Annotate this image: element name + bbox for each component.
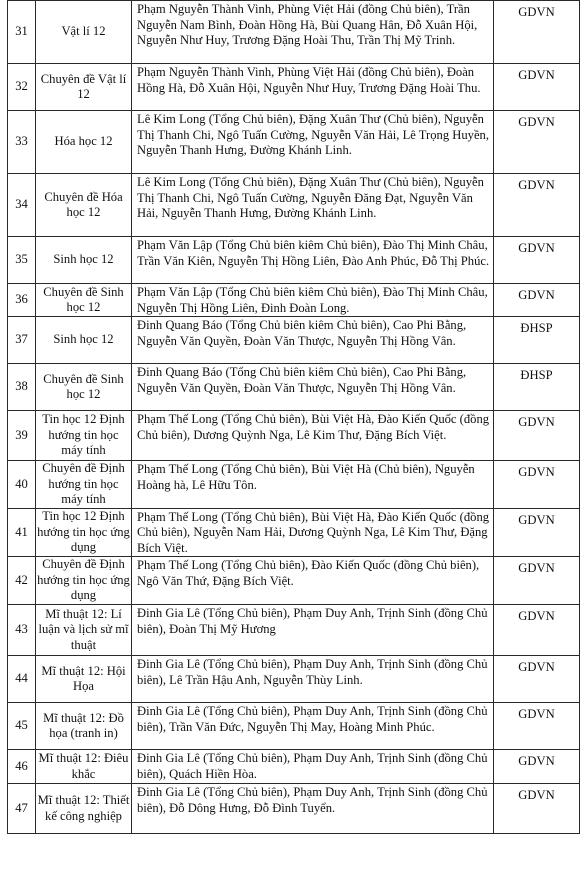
authors-cell: Phạm Thế Long (Tổng Chủ biên), Bùi Việt Hà, Đào Kiến Quốc (đồng Chủ biên), Nguyễn Nam Hải, Dương Quỳnh Nga, Lê Kim Thư, Đặng Bích Việt. bbox=[132, 508, 494, 557]
authors-cell: Phạm Nguyễn Thành Vinh, Phùng Việt Hải (đồng Chủ biên), Đoàn Hồng Hà, Đỗ Xuân Hội, Nguyễn Như Huy, Trương Đặng Hoài Thu. bbox=[132, 64, 494, 111]
subject-cell: Mĩ thuật 12: Lí luận và lịch sử mĩ thuật bbox=[36, 605, 132, 656]
authors-cell: Đinh Quang Báo (Tổng Chủ biên kiêm Chủ biên), Cao Phi Bằng, Nguyễn Văn Quyền, Đoàn Văn Thược, Nguyễn Thị Hồng Vân. bbox=[132, 364, 494, 411]
authors-cell: Đinh Gia Lê (Tổng Chủ biên), Phạm Duy Anh, Trịnh Sinh (đồng Chủ biên), Lê Trần Hậu Anh, Nguyễn Thùy Linh. bbox=[132, 656, 494, 703]
table-row bbox=[8, 605, 580, 656]
publisher-cell: GDVN bbox=[494, 557, 580, 605]
authors-cell: Đinh Gia Lê (Tổng Chủ biên), Phạm Duy Anh, Trịnh Sinh (đồng Chủ biên), Quách Hiền Hòa. bbox=[132, 750, 494, 784]
row-number: 41 bbox=[8, 508, 36, 557]
subject-cell: Mĩ thuật 12: Hội Họa bbox=[36, 656, 132, 703]
row-number: 44 bbox=[8, 656, 36, 703]
table-row bbox=[8, 656, 580, 703]
table-row bbox=[8, 317, 580, 364]
authors-cell: Phạm Nguyễn Thành Vinh, Phùng Việt Hải (đồng Chủ biên), Trần Nguyễn Nam Bình, Đoàn Hồng Hà, Bùi Quang Hân, Đỗ Xuân Hội, Nguyễn Như Huy, Trương Đặng Hoài Thu, Trần Thị Mỹ Trinh. bbox=[132, 1, 494, 64]
subject-cell: Chuyên đề Vật lí 12 bbox=[36, 64, 132, 111]
table-row bbox=[8, 750, 580, 784]
subject-cell: Chuyên đề Sinh học 12 bbox=[36, 364, 132, 411]
subject-cell: Chuyên đề Định hướng tin học ứng dụng bbox=[36, 557, 132, 605]
authors-cell: Lê Kim Long (Tổng Chủ biên), Đặng Xuân Thư (Chủ biên), Nguyễn Thị Thanh Chi, Ngô Tuấn Cường, Nguyễn Văn Hải, Lê Trọng Huyền, Nguyễn Thanh Hưng, Đường Khánh Linh. bbox=[132, 111, 494, 174]
publisher-cell: GDVN bbox=[494, 174, 580, 237]
subject-cell: Hóa học 12 bbox=[36, 111, 132, 174]
authors-cell: Đinh Gia Lê (Tổng Chủ biên), Phạm Duy Anh, Trịnh Sinh (đồng Chủ biên), Đoàn Thị Mỹ Hương bbox=[132, 605, 494, 656]
table-row bbox=[8, 784, 580, 834]
table-row bbox=[8, 557, 580, 605]
row-number: 36 bbox=[8, 284, 36, 317]
publisher-cell: GDVN bbox=[494, 656, 580, 703]
publisher-cell: GDVN bbox=[494, 508, 580, 557]
table-row bbox=[8, 461, 580, 509]
subject-cell: Sinh học 12 bbox=[36, 237, 132, 284]
row-number: 31 bbox=[8, 1, 36, 64]
authors-cell: Phạm Thế Long (Tổng Chủ biên), Đào Kiến Quốc (đồng Chủ biên), Ngô Văn Thứ, Đặng Bích Việt. bbox=[132, 557, 494, 605]
authors-cell: Đinh Gia Lê (Tổng Chủ biên), Phạm Duy Anh, Trịnh Sinh (đồng Chủ biên), Trần Văn Đức, Nguyễn Thị May, Hoàng Minh Phúc. bbox=[132, 703, 494, 750]
row-number: 40 bbox=[8, 461, 36, 509]
textbook-table-container bbox=[7, 0, 579, 834]
row-number: 47 bbox=[8, 784, 36, 834]
publisher-cell: GDVN bbox=[494, 461, 580, 509]
row-number: 38 bbox=[8, 364, 36, 411]
row-number: 42 bbox=[8, 557, 36, 605]
authors-cell: Đinh Gia Lê (Tổng Chủ biên), Phạm Duy Anh, Trịnh Sinh (đồng Chủ biên), Đỗ Dông Hưng, Đỗ Đình Tuyển. bbox=[132, 784, 494, 834]
table-row bbox=[8, 174, 580, 237]
table-row bbox=[8, 508, 580, 557]
subject-cell: Sinh học 12 bbox=[36, 317, 132, 364]
publisher-cell: GDVN bbox=[494, 703, 580, 750]
table-row bbox=[8, 284, 580, 317]
publisher-cell: ĐHSP bbox=[494, 317, 580, 364]
row-number: 43 bbox=[8, 605, 36, 656]
publisher-cell: GDVN bbox=[494, 784, 580, 834]
row-number: 45 bbox=[8, 703, 36, 750]
subject-cell: Chuyên đề Sinh học 12 bbox=[36, 284, 132, 317]
row-number: 34 bbox=[8, 174, 36, 237]
publisher-cell: GDVN bbox=[494, 284, 580, 317]
subject-cell: Tin học 12 Định hướng tin học máy tính bbox=[36, 411, 132, 461]
authors-cell: Phạm Thế Long (Tổng Chủ biên), Bùi Việt Hà, Đào Kiến Quốc (đồng Chủ biên), Dương Quỳnh Nga, Lê Kim Thư, Đặng Bích Việt. bbox=[132, 411, 494, 461]
table-row bbox=[8, 1, 580, 64]
table-body bbox=[8, 1, 580, 834]
row-number: 32 bbox=[8, 64, 36, 111]
subject-cell: Tin học 12 Định hướng tin học ứng dụng bbox=[36, 508, 132, 557]
row-number: 35 bbox=[8, 237, 36, 284]
row-number: 46 bbox=[8, 750, 36, 784]
row-number: 39 bbox=[8, 411, 36, 461]
textbook-table bbox=[7, 0, 580, 834]
table-row bbox=[8, 64, 580, 111]
publisher-cell: GDVN bbox=[494, 237, 580, 284]
subject-cell: Vật lí 12 bbox=[36, 1, 132, 64]
subject-cell: Chuyên đề Định hướng tin học máy tính bbox=[36, 461, 132, 509]
authors-cell: Đinh Quang Báo (Tổng Chủ biên kiêm Chủ biên), Cao Phi Bằng, Nguyễn Văn Quyền, Đoàn Văn Thược, Nguyễn Thị Hồng Vân. bbox=[132, 317, 494, 364]
authors-cell: Phạm Văn Lập (Tổng Chủ biên kiêm Chủ biên), Đào Thị Minh Châu, Trần Văn Kiên, Nguyễn Thị Hồng Liên, Đào Anh Phúc, Đỗ Thị Phúc. bbox=[132, 237, 494, 284]
row-number: 37 bbox=[8, 317, 36, 364]
row-number: 33 bbox=[8, 111, 36, 174]
subject-cell: Mĩ thuật 12: Đồ họa (tranh in) bbox=[36, 703, 132, 750]
subject-cell: Mĩ thuật 12: Điêu khắc bbox=[36, 750, 132, 784]
table-row bbox=[8, 411, 580, 461]
publisher-cell: GDVN bbox=[494, 605, 580, 656]
authors-cell: Phạm Văn Lập (Tổng Chủ biên kiêm Chủ biên), Đào Thị Minh Châu, Nguyễn Thị Hồng Liên, Đinh Đoàn Long. bbox=[132, 284, 494, 317]
subject-cell: Mĩ thuật 12: Thiết kế công nghiệp bbox=[36, 784, 132, 834]
authors-cell: Phạm Thế Long (Tổng Chủ biên), Bùi Việt Hà (Chủ biên), Nguyễn Hoàng hà, Lê Hữu Tôn. bbox=[132, 461, 494, 509]
publisher-cell: ĐHSP bbox=[494, 364, 580, 411]
subject-cell: Chuyên đề Hóa học 12 bbox=[36, 174, 132, 237]
authors-cell: Lê Kim Long (Tổng Chủ biên), Đặng Xuân Thư (Chủ biên), Nguyễn Thị Thanh Chi, Ngô Tuấn Cường, Nguyễn Đăng Đạt, Nguyễn Văn Hải, Nguyễn Thanh Hưng, Đường Khánh Linh. bbox=[132, 174, 494, 237]
table-row bbox=[8, 703, 580, 750]
publisher-cell: GDVN bbox=[494, 1, 580, 64]
publisher-cell: GDVN bbox=[494, 111, 580, 174]
table-row bbox=[8, 237, 580, 284]
table-row bbox=[8, 111, 580, 174]
publisher-cell: GDVN bbox=[494, 750, 580, 784]
table-row bbox=[8, 364, 580, 411]
publisher-cell: GDVN bbox=[494, 411, 580, 461]
publisher-cell: GDVN bbox=[494, 64, 580, 111]
